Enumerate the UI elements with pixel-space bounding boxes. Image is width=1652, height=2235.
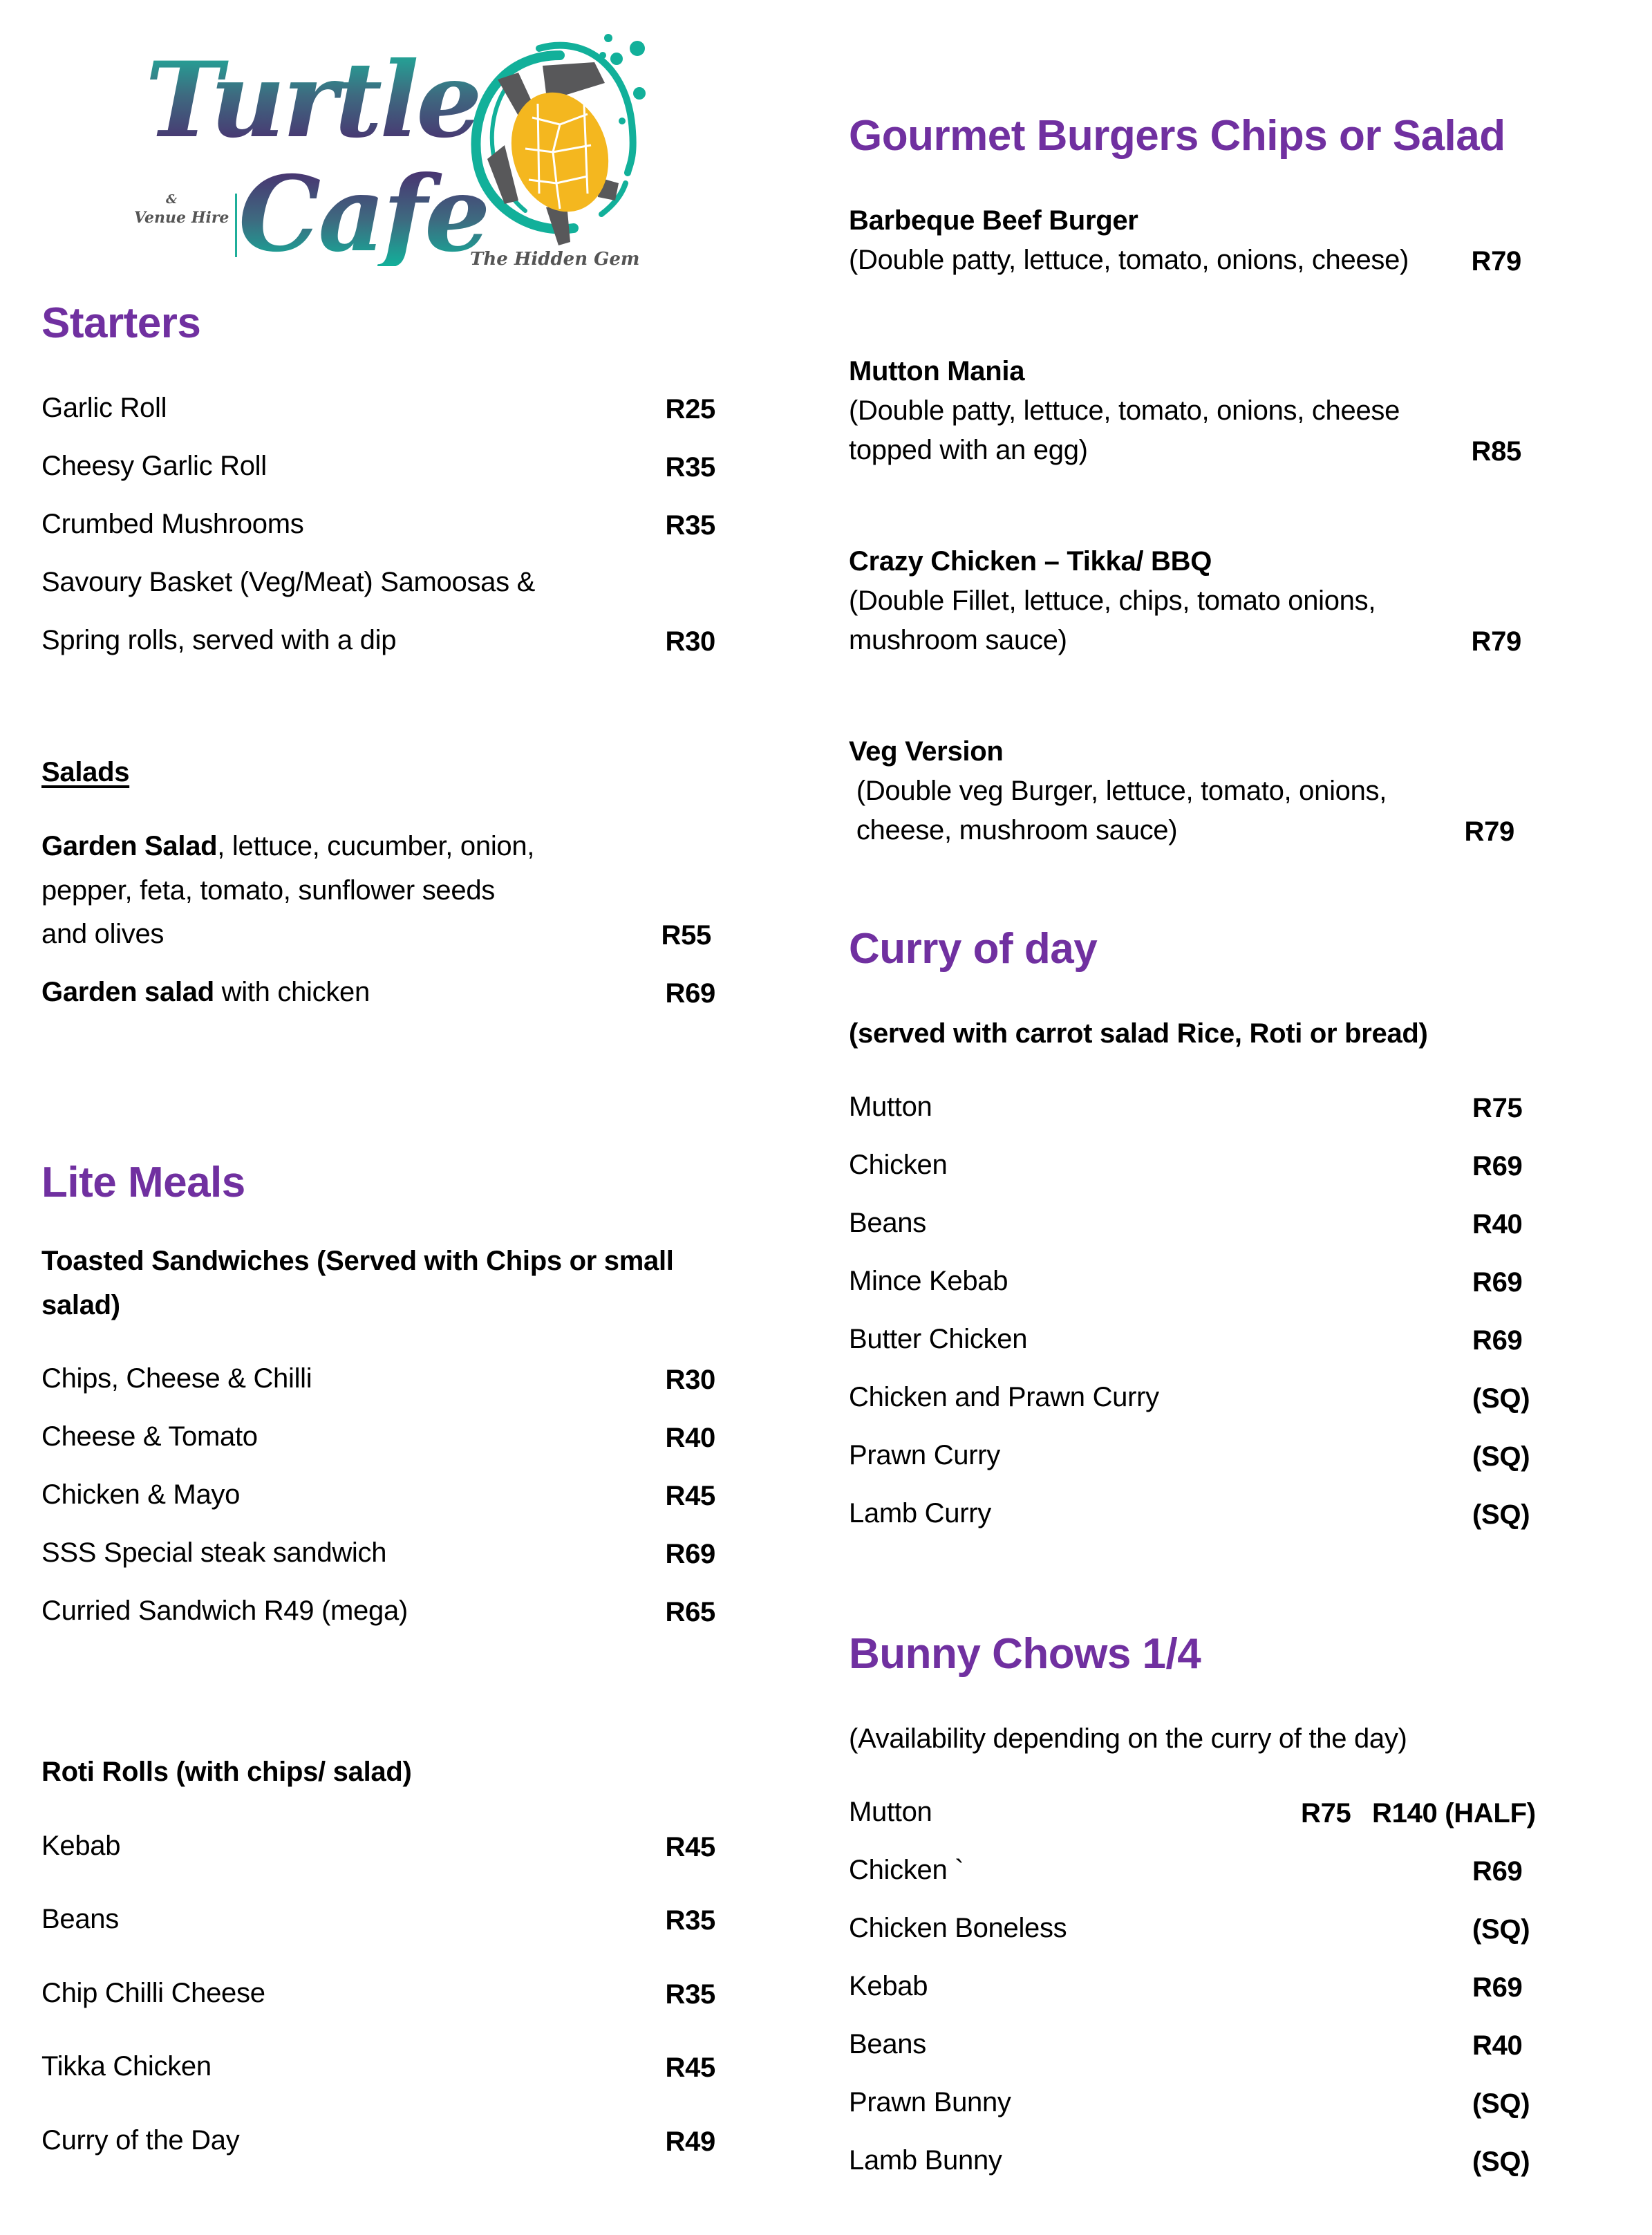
menu-item-price: (SQ)	[1472, 1383, 1530, 1414]
section-title-burgers: Gourmet Burgers Chips or Salad	[849, 112, 1505, 160]
menu-item-name: Chips, Cheese & Chilli	[41, 1363, 312, 1394]
menu-item-name-continued: Spring rolls, served with a dip	[41, 625, 397, 655]
menu-item-desc: (Double veg Burger, lettuce, tomato, onions,	[849, 776, 1387, 806]
menu-item-desc: (Double patty, lettuce, tomato, onions, cheese	[849, 395, 1400, 426]
menu-item-price: R69	[1472, 1267, 1523, 1298]
menu-item-name: Garden salad	[41, 977, 214, 1007]
menu-item-name: Crazy Chicken – Tikka/ BBQ	[849, 546, 1212, 577]
menu-item-name: Prawn Curry	[849, 1440, 1000, 1470]
menu-item-name: Cheesy Garlic Roll	[41, 451, 267, 481]
menu-item-price: R40	[665, 1423, 715, 1453]
menu-item-price: (SQ)	[1472, 2088, 1530, 2119]
menu-item-desc: mushroom sauce)	[849, 625, 1067, 655]
menu-item-name: Beans	[849, 1208, 926, 1238]
menu-item-name: Barbeque Beef Burger	[849, 205, 1138, 236]
menu-item-name: Mutton Mania	[849, 356, 1025, 386]
menu-item-price: R69	[1472, 1151, 1523, 1181]
menu-item-desc: (Double patty, lettuce, tomato, onions, cheese)	[849, 245, 1409, 275]
section-title-salads: Salads	[41, 757, 130, 787]
menu-item-name: Butter Chicken	[849, 1324, 1028, 1354]
menu-item-price-half: R140 (HALF)	[1372, 1798, 1536, 1829]
section-note: (served with carrot salad Rice, Roti or bread)	[849, 1018, 1428, 1049]
section-note: (Availability depending on the curry of the day)	[849, 1723, 1407, 1754]
menu-item	[41, 832, 534, 860]
menu-item-price: (SQ)	[1472, 2147, 1530, 2177]
menu-item-name: Chip Chilli Cheese	[41, 1978, 265, 2008]
subsection-title-toasted: Toasted Sandwiches (Served with Chips or small	[41, 1246, 674, 1276]
menu-item-name: Garlic Roll	[41, 393, 167, 423]
menu-item-name: Mutton	[849, 1797, 932, 1827]
menu-item-price: R35	[665, 1979, 715, 2010]
menu-item-price: R75	[1472, 1093, 1523, 1123]
menu-item-price: R55	[661, 920, 711, 951]
menu-item-name: Lamb Bunny	[849, 2145, 1002, 2176]
menu-item-name: Lamb Curry	[849, 1498, 991, 1528]
menu-item-name: Chicken	[849, 1150, 948, 1180]
menu-item-desc: , lettuce, cucumber, onion,	[217, 831, 535, 861]
menu-item-price: R40	[1472, 2030, 1523, 2061]
menu-item-price: R45	[665, 1481, 715, 1511]
cafe-logo	[124, 28, 650, 290]
menu-item-desc: cheese, mushroom sauce)	[849, 815, 1178, 845]
menu-item-price: R65	[665, 1597, 715, 1627]
menu-item-price: R35	[665, 1905, 715, 1936]
logo-divider	[235, 194, 237, 257]
menu-item-name: Chicken `	[849, 1855, 964, 1885]
menu-item-price: R35	[665, 452, 715, 483]
menu-item-price: R40	[1472, 1209, 1523, 1240]
menu-item-price: R45	[665, 1832, 715, 1862]
menu-item-price: R30	[665, 626, 715, 657]
menu-item-name: Tikka Chicken	[41, 2051, 212, 2082]
menu-item-price: R69	[1472, 1856, 1523, 1887]
menu-item-price: (SQ)	[1472, 1441, 1530, 1472]
menu-item-name: Curry of the Day	[41, 2125, 240, 2155]
menu-item-name: Garden Salad	[41, 831, 218, 861]
subsection-title-roti: Roti Rolls (with chips/ salad)	[41, 1757, 412, 1787]
menu-item-price: R79	[1471, 246, 1521, 277]
menu-item-price: (SQ)	[1472, 1914, 1530, 1945]
menu-item-name: Beans	[849, 2029, 926, 2059]
logo-word-turtle: Turtle	[145, 39, 480, 161]
menu-item-name: Savoury Basket (Veg/Meat) Samoosas &	[41, 567, 535, 597]
section-title-lite-meals: Lite Meals	[41, 1159, 245, 1206]
menu-item-price: R69	[665, 1539, 715, 1569]
menu-item-price: R45	[665, 2052, 715, 2083]
menu-item-name: Chicken and Prawn Curry	[849, 1382, 1159, 1412]
menu-item-name: Kebab	[849, 1971, 928, 2001]
menu-item-desc: with chicken	[214, 977, 370, 1007]
logo-word-cafe: Cafe	[238, 153, 488, 275]
menu-item-price: R69	[665, 978, 715, 1009]
menu-item-name: Chicken & Mayo	[41, 1479, 241, 1510]
turtle-emblem-icon	[456, 28, 650, 249]
menu-item	[41, 978, 370, 1006]
logo-venue-hire: Venue Hire	[134, 209, 229, 227]
menu-item-name: Mutton	[849, 1092, 932, 1122]
menu-item-name: SSS Special steak sandwich	[41, 1537, 387, 1568]
menu-item-desc: pepper, feta, tomato, sunflower seeds	[41, 875, 495, 906]
section-title-curry: Curry of day	[849, 925, 1098, 973]
menu-item-name: Veg Version	[849, 736, 1004, 767]
section-title-starters: Starters	[41, 299, 201, 347]
menu-item-price: (SQ)	[1472, 1499, 1530, 1530]
menu-item-price: R35	[665, 510, 715, 541]
menu-item-price: R30	[665, 1365, 715, 1395]
menu-item-name: Kebab	[41, 1831, 121, 1861]
logo-ampersand: &	[166, 192, 178, 207]
menu-item-desc: and olives	[41, 919, 165, 949]
menu-item-name: Crumbed Mushrooms	[41, 509, 304, 539]
menu-item-price: R69	[1472, 1325, 1523, 1356]
menu-item-name: Prawn Bunny	[849, 2087, 1011, 2117]
menu-item-price: R85	[1471, 436, 1521, 467]
menu-item-name: Curried Sandwich R49 (mega)	[41, 1596, 408, 1626]
menu-item-price: R25	[665, 394, 715, 424]
menu-item-price: R69	[1472, 1972, 1523, 2003]
menu-item-name: Cheese & Tomato	[41, 1421, 258, 1452]
section-title-bunny-chows: Bunny Chows 1/4	[849, 1630, 1201, 1678]
logo-tagline: The Hidden Gem	[470, 249, 640, 270]
menu-item-price: R49	[665, 2126, 715, 2157]
menu-item-name: Beans	[41, 1904, 119, 1934]
subsection-title-toasted-continued: salad)	[41, 1290, 120, 1320]
menu-item-price: R79	[1464, 816, 1514, 847]
menu-item-price-quarter: R75	[1301, 1798, 1351, 1829]
menu-item-name: Mince Kebab	[849, 1266, 1008, 1296]
menu-item-desc: (Double Fillet, lettuce, chips, tomato onions,	[849, 586, 1376, 616]
menu-item-name: Chicken Boneless	[849, 1913, 1067, 1943]
menu-item-price: R79	[1471, 626, 1521, 657]
menu-item-desc: topped with an egg)	[849, 435, 1088, 465]
